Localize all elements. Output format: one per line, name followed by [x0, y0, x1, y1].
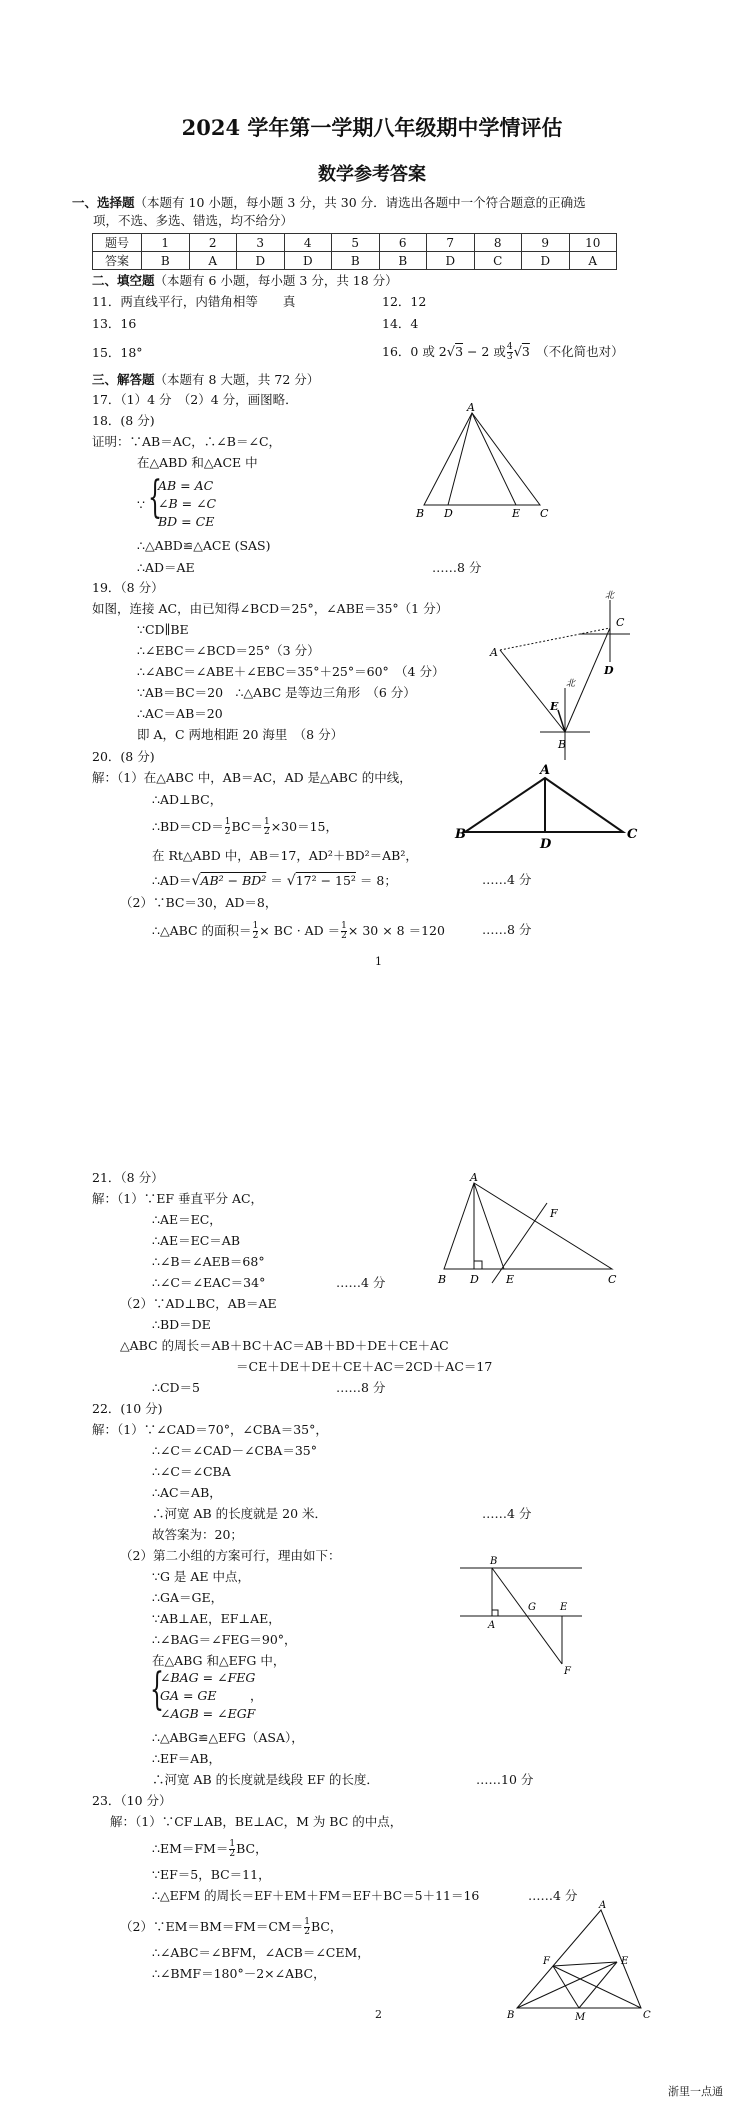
answer-page-1 — [0, 0, 744, 1000]
label-A: A — [599, 1900, 607, 1911]
q18-score: ……8 分 — [432, 560, 482, 575]
because-symbol: ∵ — [137, 497, 145, 512]
section-3-header: 三、解答题（本题有 8 大题，共 72 分） — [92, 372, 320, 387]
label-A: A — [540, 763, 551, 778]
q22-comma: ， — [250, 1688, 263, 1703]
label-D: D — [604, 664, 614, 677]
q20-line: ∴BD＝CD＝ $\frac{1}{2}$ BC＝ $\frac{1}{2}$ ×30＝15， — [152, 817, 338, 837]
q22-condition: ∠BAG = ∠FEG — [160, 1670, 256, 1685]
q19-line: ∴∠ABC＝∠ABE＋∠EBC＝35°＋25°＝60° （4 分） — [137, 664, 445, 679]
q21-line: （2）∵AD⊥BC，AB＝AE — [120, 1296, 277, 1311]
label-north: 北 — [566, 679, 576, 689]
answer-page-2 — [0, 1000, 744, 2104]
q20-line: ∴AD＝√AB² − BD² ＝ √17² − 15² ＝ 8； — [152, 873, 397, 889]
answer-15: 15．18° — [92, 345, 143, 360]
table-cell: 2 — [189, 234, 237, 252]
q22-line: ∴AC＝AB， — [152, 1485, 222, 1500]
label-F: F — [564, 1666, 571, 1677]
q21-score: ……4 分 — [336, 1275, 386, 1290]
label-D: D — [470, 1273, 479, 1286]
q18-line: 在△ABD 和△ACE 中 — [137, 455, 258, 470]
q22-line: 解：（1）∵∠CAD＝70°，∠CBA＝35°， — [92, 1422, 328, 1437]
q23-line: （2）∵EM＝BM＝FM＝CM＝ $\frac{1}{2}$ BC， — [120, 1917, 343, 1937]
page-subtitle: 数学参考答案 — [318, 164, 426, 185]
q22-line: ∴河宽 AB 的长度就是 20 米． — [152, 1506, 328, 1521]
q19-navigation-figure — [490, 592, 630, 764]
q22-line: （2）第二小组的方案可行，理由如下： — [120, 1548, 341, 1563]
table-cell: 10 — [569, 234, 617, 252]
label-C: C — [616, 616, 625, 629]
table-cell: 9 — [522, 234, 570, 252]
q22-line: ∴∠C＝∠CBA — [152, 1464, 231, 1479]
table-cell: 4 — [284, 234, 332, 252]
label-F: F — [550, 1207, 558, 1220]
table-cell: 1 — [142, 234, 190, 252]
table-cell: A — [189, 252, 237, 270]
label-A: A — [490, 646, 498, 659]
q22-river-figure — [450, 1552, 590, 1680]
label-B: B — [507, 2010, 515, 2021]
q22-score: ……10 分 — [476, 1772, 534, 1787]
table-cell: 7 — [427, 234, 475, 252]
q20-line: 解：（1）在△ABC 中，AB＝AC，AD 是△ABC 的中线， — [92, 770, 412, 785]
q19-header: 19．（8 分） — [92, 580, 164, 595]
table-cell: C — [474, 252, 522, 270]
q22-condition: ∠AGB = ∠EGF — [160, 1706, 256, 1721]
label-C: C — [643, 2010, 651, 2021]
q22-score: ……4 分 — [482, 1506, 532, 1521]
q21-triangle-figure — [432, 1171, 622, 1290]
table-cell: 3 — [237, 234, 285, 252]
table-row-answers — [93, 252, 617, 270]
q19-line: 如图，连接 AC，由已知得∠BCD＝25°，∠ABE＝35°（1 分） — [92, 601, 449, 616]
q21-line: ∴AE＝EC， — [152, 1212, 222, 1227]
watermark-text: 浙里一点通 — [668, 2085, 723, 2098]
section-1-desc-line1: 一、选择题（本题有 10 小题，每小题 3 分，共 30 分．请选出各题中一个符合题意的正确选 — [72, 195, 586, 210]
label-F: F — [543, 1956, 550, 1967]
q20-score: ……8 分 — [482, 922, 532, 937]
q22-line: ∴GA＝GE， — [152, 1590, 224, 1605]
label-E: E — [621, 1956, 629, 1967]
label-C: C — [627, 827, 638, 842]
label-D: D — [540, 837, 552, 852]
section-2-header: 二、填空题（本题有 6 小题，每小题 3 分，共 18 分） — [92, 273, 398, 288]
table-row-numbers — [93, 234, 617, 252]
q23-line: ∴∠ABC＝∠BFM，∠ACB＝∠CEM， — [152, 1945, 370, 1960]
q20-triangle-figure — [455, 760, 645, 860]
q21-line: △ABC 的周长＝AB＋BC＋AC＝AB＋BD＋DE＋CE＋AC — [120, 1338, 449, 1353]
q19-line: 即 A，C 两地相距 20 海里 （8 分） — [137, 727, 344, 742]
q18-line: 证明：∵AB＝AC，∴∠B＝∠C， — [92, 434, 282, 449]
answer-16: 16．0 或 2√3 − 2 或 $\frac{4}{3}$ √3 （不化简也对） — [382, 342, 624, 362]
label-A: A — [488, 1620, 496, 1631]
q20-score: ……4 分 — [482, 872, 532, 887]
q22-line: 故答案为：20； — [152, 1527, 243, 1542]
q23-line: 解：（1）∵CF⊥AB，BE⊥AC，M 为 BC 的中点， — [110, 1814, 403, 1829]
label-A: A — [467, 401, 475, 414]
q20-line: ∴AD⊥BC， — [152, 792, 223, 807]
q23-header: 23．（10 分） — [92, 1793, 172, 1808]
label-E: E — [560, 1602, 568, 1613]
q21-line: ∴BD＝DE — [152, 1317, 211, 1332]
table-cell: A — [569, 252, 617, 270]
label-E: E — [512, 507, 521, 520]
q18-triangle-figure — [412, 401, 552, 520]
table-cell: 6 — [379, 234, 427, 252]
section-1-desc-line2: 项，不选、多选、错选，均不给分） — [93, 213, 294, 228]
page-number: 2 — [375, 2008, 382, 2021]
label-C: C — [540, 507, 549, 520]
label-B: B — [558, 738, 567, 751]
q19-line: ∴AC＝AB＝20 — [137, 706, 223, 721]
label-B: B — [438, 1273, 447, 1286]
q22-line: ∴∠C＝∠CAD－∠CBA＝35° — [152, 1443, 317, 1458]
table-cell: D — [427, 252, 475, 270]
q23-line: ∵EF＝5，BC＝11， — [152, 1867, 271, 1882]
q22-header: 22．(10 分) — [92, 1401, 163, 1416]
q20-header: 20．(8 分) — [92, 749, 155, 764]
q18-line: ∴△ABD≌△ACE (SAS) — [137, 538, 271, 553]
q21-line: ∴∠B＝∠AEB＝68° — [152, 1254, 265, 1269]
page-title: 2024 学年第一学期八年级期中学情评估 — [181, 115, 563, 140]
q23-triangle-figure — [505, 1900, 655, 2025]
label-B: B — [490, 1556, 498, 1567]
answer-table — [92, 233, 617, 270]
q18-condition: BD = CE — [158, 514, 215, 529]
q19-line: ∵CD∥BE — [137, 622, 189, 637]
q20-line: 在 Rt△ABD 中，AB＝17，AD²＋BD²＝AB²， — [152, 848, 418, 863]
answer-14: 14．4 — [382, 316, 419, 331]
answer-12: 12．12 — [382, 294, 427, 309]
table-cell: 答案 — [93, 252, 142, 270]
q23-line: ∴△EFM 的周长＝EF＋EM＋FM＝EF＋BC＝5＋11＝16 — [152, 1888, 480, 1903]
table-cell: B — [142, 252, 190, 270]
label-E: E — [506, 1273, 515, 1286]
label-M: M — [575, 2012, 586, 2023]
table-cell: 8 — [474, 234, 522, 252]
left-brace-icon: { — [150, 1664, 164, 1715]
label-E: E — [550, 700, 559, 713]
label-north: 北 — [605, 591, 615, 601]
label-G: G — [528, 1602, 536, 1613]
q22-line: ∴河宽 AB 的长度就是线段 EF 的长度． — [152, 1772, 379, 1787]
left-brace-icon: { — [148, 472, 162, 523]
table-cell: D — [522, 252, 570, 270]
answer-13: 13．16 — [92, 316, 137, 331]
table-cell: 5 — [332, 234, 380, 252]
q21-score: ……8 分 — [336, 1380, 386, 1395]
q22-line: 在△ABG 和△EFG 中， — [152, 1653, 286, 1668]
q22-line: ∴∠BAG＝∠FEG＝90°， — [152, 1632, 297, 1647]
q23-line: ∴∠BMF＝180°－2×∠ABC， — [152, 1966, 326, 1981]
q21-header: 21．（8 分） — [92, 1170, 164, 1185]
q22-line: ∴△ABG≌△EFG（ASA）， — [152, 1730, 304, 1745]
q23-score: ……4 分 — [528, 1888, 578, 1903]
q22-condition: GA = GE — [160, 1688, 217, 1703]
q21-line: ＝CE＋DE＋DE＋CE＋AC＝2CD＋AC＝17 — [236, 1359, 493, 1374]
q19-line: ∵AB＝BC＝20 ∴△ABC 是等边三角形 （6 分） — [137, 685, 416, 700]
q18-header: 18．(8 分) — [92, 413, 155, 428]
q19-line: ∴∠EBC＝∠BCD＝25°（3 分） — [137, 643, 320, 658]
q18-condition: ∠B = ∠C — [158, 496, 217, 511]
label-C: C — [608, 1273, 617, 1286]
label-A: A — [470, 1171, 478, 1184]
q21-line: ∴AE＝EC＝AB — [152, 1233, 241, 1248]
label-B: B — [455, 827, 466, 842]
q22-line: ∵AB⊥AE，EF⊥AE， — [152, 1611, 281, 1626]
q22-line: ∴EF＝AB， — [152, 1751, 221, 1766]
q18-line: ∴AD＝AE — [137, 560, 195, 575]
q22-line: ∵G 是 AE 中点， — [152, 1569, 251, 1584]
answer-11: 11．两直线平行，内错角相等 真 — [92, 294, 296, 309]
q23-line: ∴EM＝FM＝ $\frac{1}{2}$ BC， — [152, 1839, 268, 1859]
label-D: D — [444, 507, 453, 520]
table-cell: D — [237, 252, 285, 270]
q21-line: ∴∠C＝∠EAC＝34° — [152, 1275, 266, 1290]
label-B: B — [416, 507, 425, 520]
table-cell: 题号 — [93, 234, 142, 252]
q18-condition: AB = AC — [158, 478, 214, 493]
table-cell: B — [379, 252, 427, 270]
table-cell: D — [284, 252, 332, 270]
answer-17: 17．（1）4 分 （2）4 分，画图略． — [92, 392, 298, 407]
q20-line: ∴△ABC 的面积＝ $\frac{1}{2}$ × BC · AD ＝ $\frac{1}{2}$ × 30 × 8 ＝120 — [152, 921, 445, 941]
q20-line: （2）∵BC＝30，AD＝8， — [120, 895, 278, 910]
q21-line: 解：（1）∵EF 垂直平分 AC， — [92, 1191, 264, 1206]
q21-line: ∴CD＝5 — [152, 1380, 200, 1395]
page-number: 1 — [375, 955, 382, 968]
table-cell: B — [332, 252, 380, 270]
